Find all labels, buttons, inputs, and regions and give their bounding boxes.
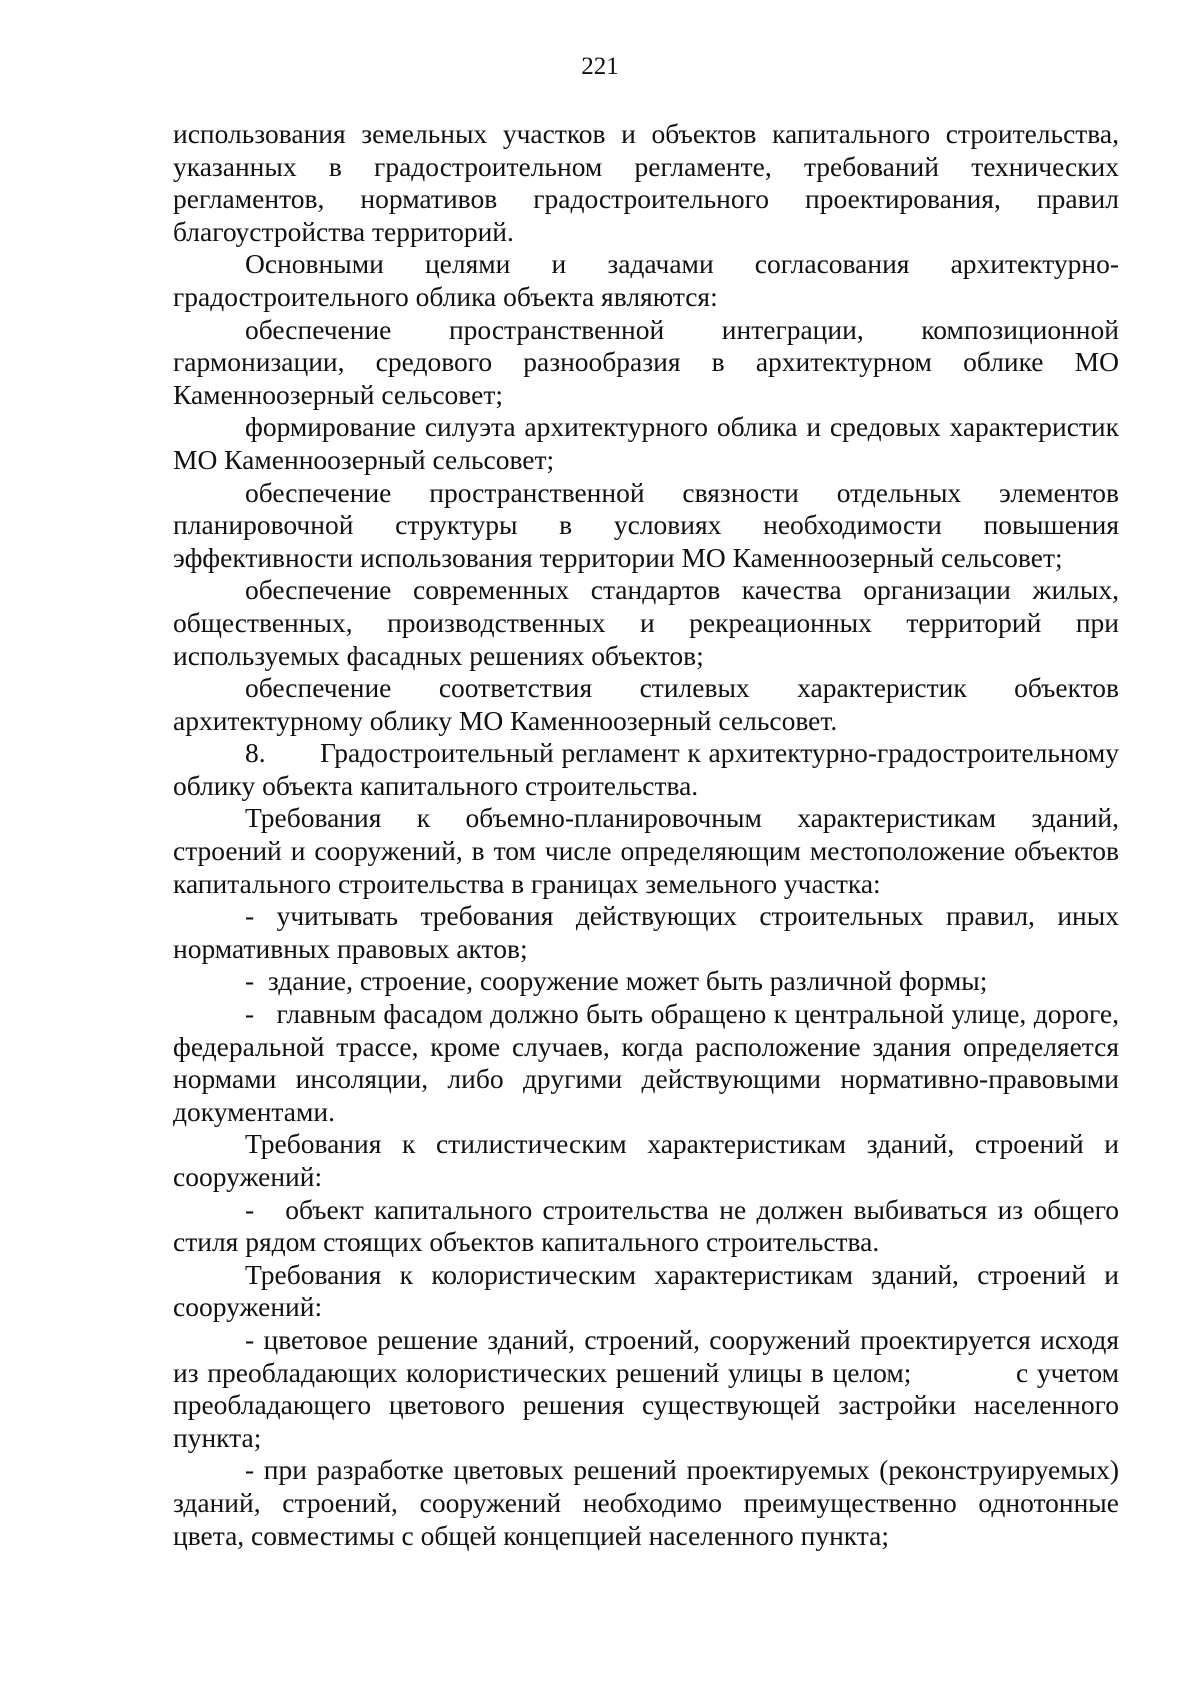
list-item: - здание, строение, сооружение может быть различной формы;	[245, 965, 988, 997]
list-item: формирование силуэта архитектурного облика и средовых характеристик МО Каменноозерный сельсовет;	[173, 411, 1119, 475]
paragraph: Требования к объемно-планировочным характеристикам зданий, строений и сооружений, в том числе определяющим местоположение объектов капитального строительства в границах земельного участка:	[173, 802, 1119, 899]
list-item: обеспечение пространственной интеграции, композиционной гармонизации, средового разнообразия в архитектурном облике МО Каменноозерный сельсовет;	[173, 313, 1119, 410]
list-item: - учитывать требования действующих строительных правил, иных нормативных правовых актов;	[173, 900, 1119, 964]
page-number: 221	[581, 53, 619, 80]
list-item: - при разработке цветовых решений проектируемых (реконструируемых) зданий, строений, сооружений необходимо преимущественно однотонные цвета, совместимы с общей концепцией населенного пункта;	[173, 1454, 1119, 1551]
list-item: - главным фасадом должно быть обращено к центральной улице, дороге, федеральной трассе, кроме случаев, когда расположение здания определяется нормами инсоляции, либо другими действующими нормативно-правовыми документами.	[173, 998, 1119, 1127]
paragraph: Основными целями и задачами согласования архитектурно-градостроительного облика объекта являются:	[173, 248, 1119, 312]
document-body	[173, 118, 1119, 1552]
paragraph: использования земельных участков и объектов капитального строительства, указанных в градостроительном регламенте, требований технических регламентов, нормативов градостроительного проектирования, правил благоустройства территорий.	[173, 118, 1119, 247]
section-heading: 8. Градостроительный регламент к архитектурно-градостроительному облику объекта капитального строительства.	[173, 737, 1119, 801]
list-item: обеспечение пространственной связности отдельных элементов планировочной структуры в условиях необходимости повышения эффективности использования территории МО Каменноозерный сельсовет;	[173, 476, 1119, 573]
list-item: - объект капитального строительства не должен выбиваться из общего стиля рядом стоящих объектов капитального строительства.	[173, 1193, 1119, 1258]
list-item: обеспечение современных стандартов качества организации жилых, общественных, производственных и рекреационных территорий при используемых фасадных решениях объектов;	[173, 574, 1119, 671]
paragraph: Требования к стилистическим характеристикам зданий, строений и сооружений:	[173, 1128, 1119, 1192]
paragraph: Требования к колористическим характеристикам зданий, строений и сооружений:	[173, 1258, 1119, 1323]
list-item: - цветовое решение зданий, строений, сооружений проектируется исходя из преобладающих колористических решений улицы в целом; с учетом преобладающего цветового решения существующей застройки населенного пункта;	[173, 1323, 1119, 1453]
list-item: обеспечение соответствия стилевых характеристик объектов архитектурному облику МО Каменноозерный сельсовет.	[173, 672, 1119, 736]
